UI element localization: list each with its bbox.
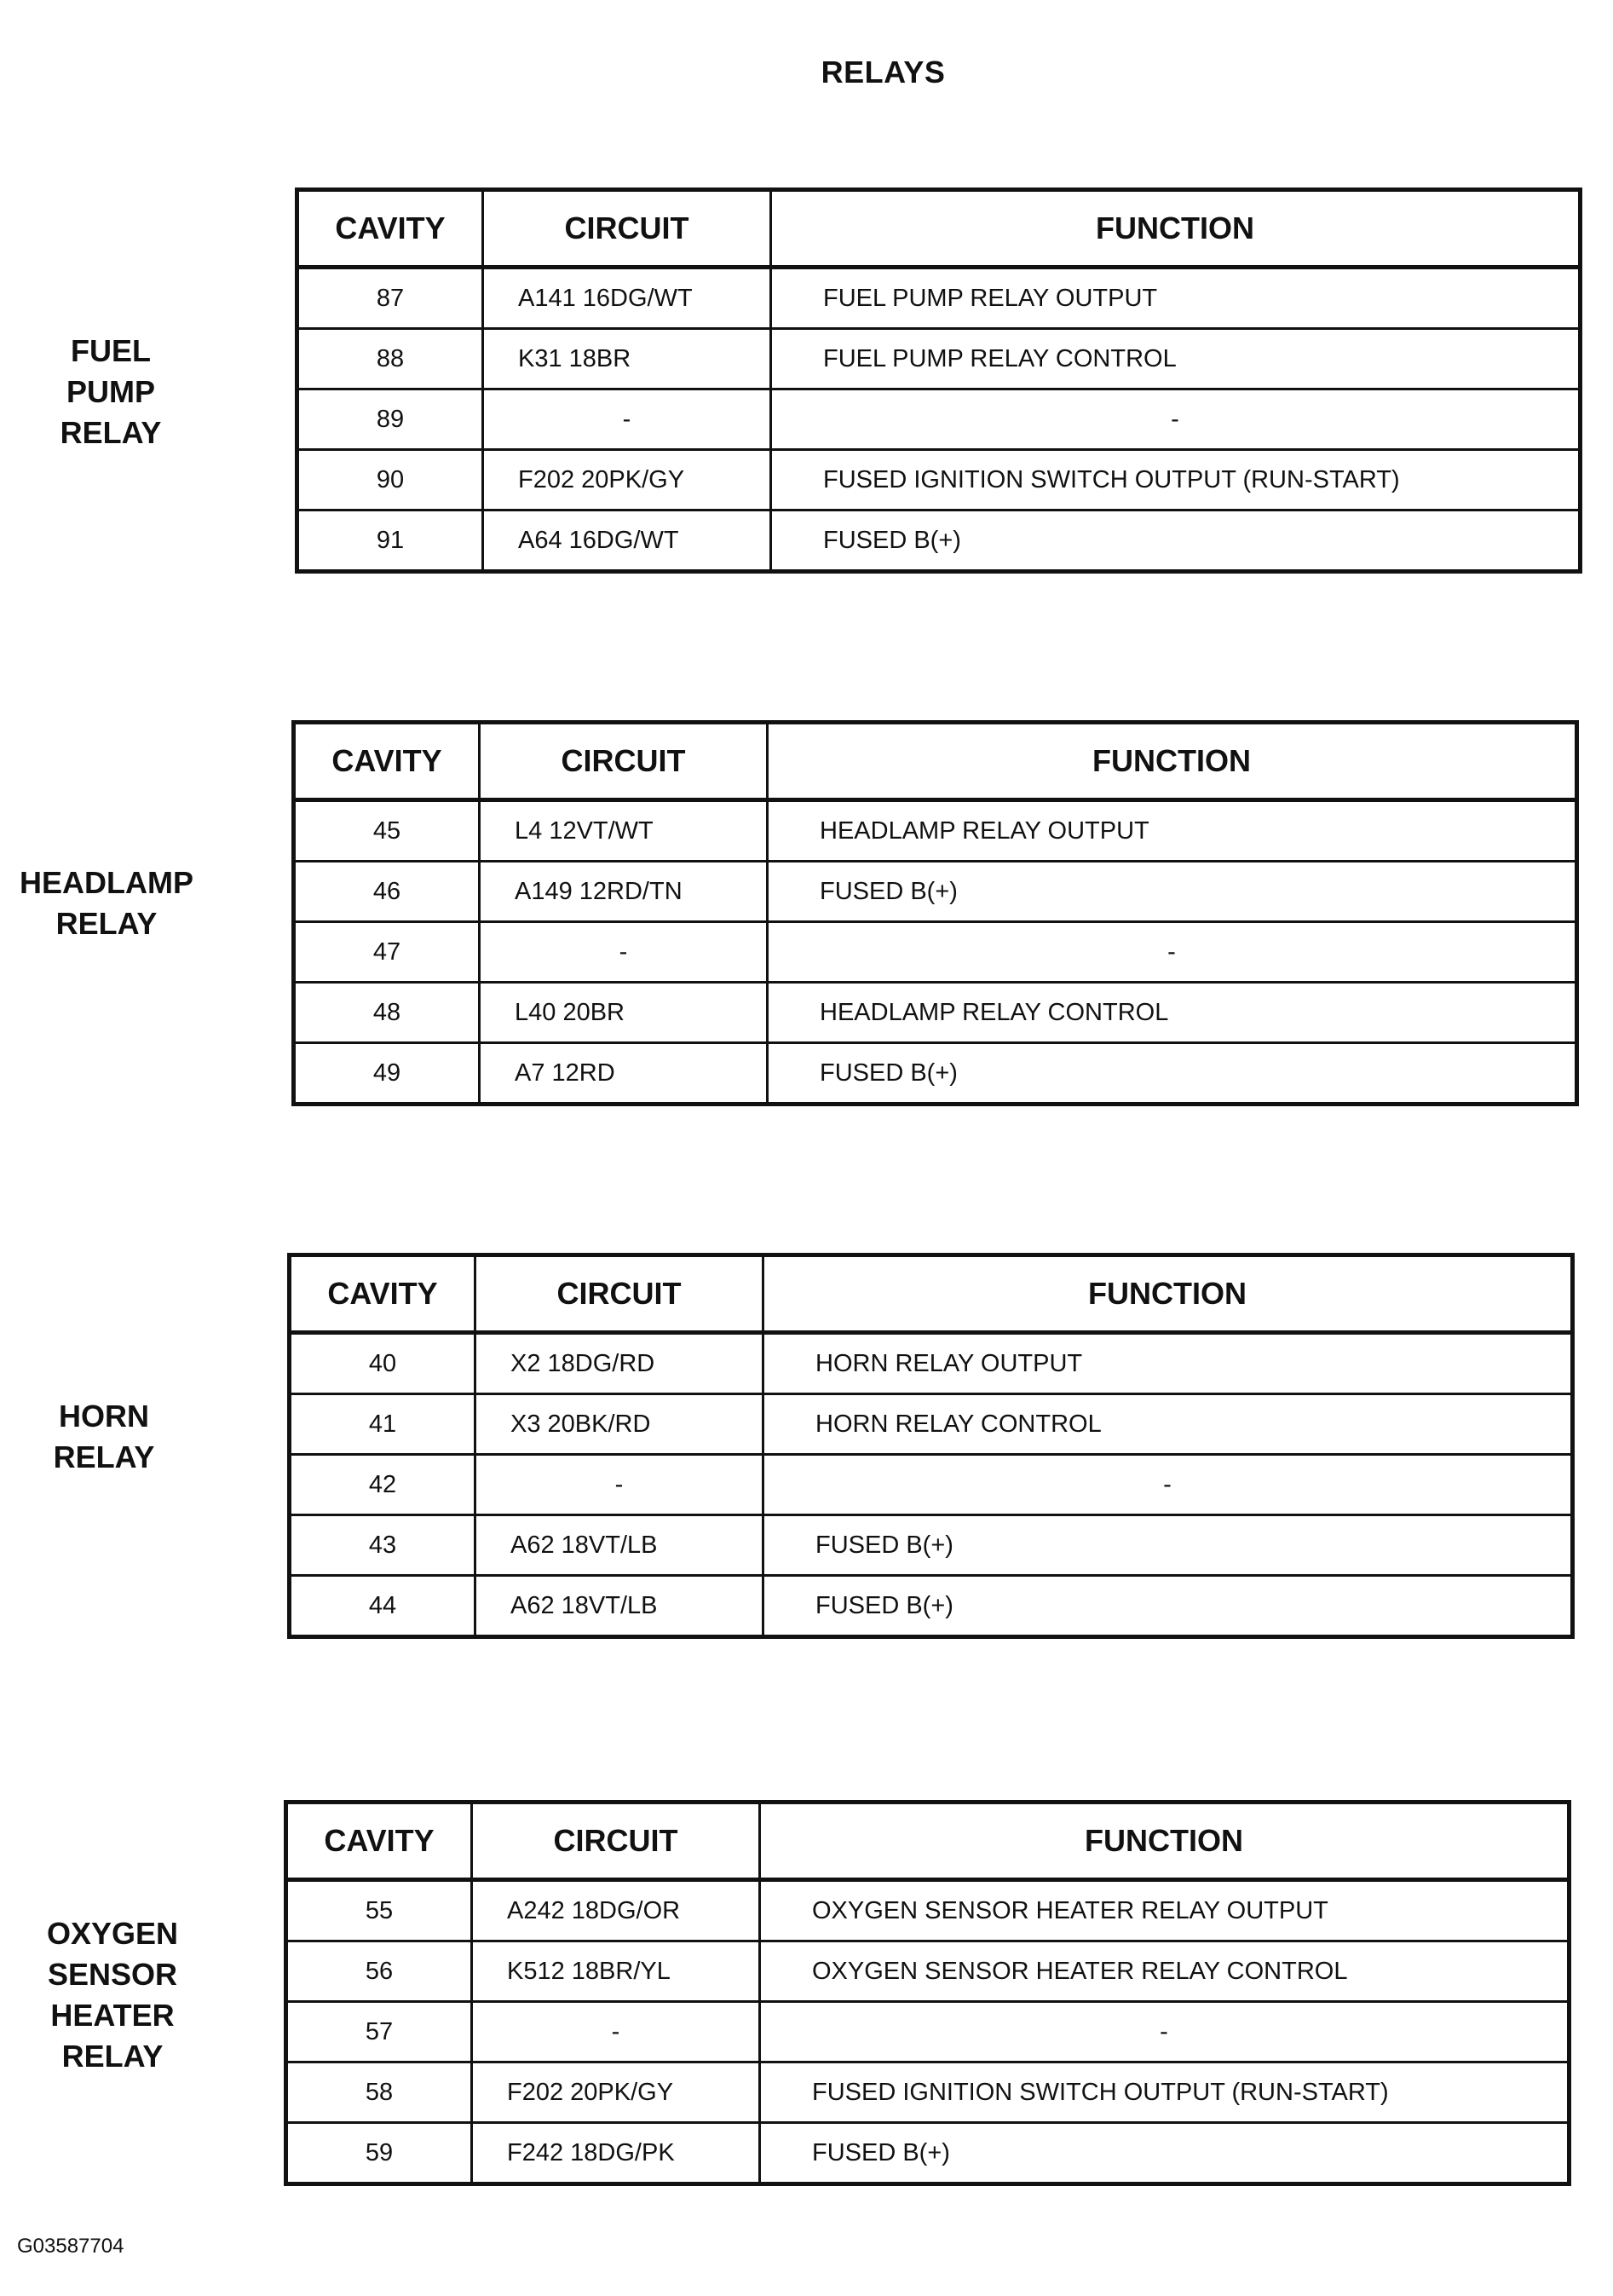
relay-label-line: FUEL xyxy=(71,333,151,368)
column-header-function: FUNCTION xyxy=(771,190,1581,268)
function-cell: FUSED IGNITION SWITCH OUTPUT (RUN-START) xyxy=(771,450,1581,511)
function-cell: OXYGEN SENSOR HEATER RELAY CONTROL xyxy=(760,1941,1570,2002)
circuit-cell: F202 20PK/GY xyxy=(472,2062,760,2123)
relay-pin-table xyxy=(284,1800,1571,2186)
cavity-cell: 55 xyxy=(286,1880,472,1941)
column-header-function: FUNCTION xyxy=(768,723,1577,800)
function-cell: HEADLAMP RELAY CONTROL xyxy=(768,983,1577,1043)
circuit-cell: - xyxy=(475,1455,763,1515)
cavity-cell: 88 xyxy=(297,329,483,389)
cavity-cell: 87 xyxy=(297,268,483,329)
relay-label xyxy=(10,1913,215,2077)
function-cell: FUSED B(+) xyxy=(768,1043,1577,1105)
function-cell: FUSED B(+) xyxy=(763,1515,1573,1576)
column-header-circuit: CIRCUIT xyxy=(475,1255,763,1333)
relay-label-line: HEATER xyxy=(50,1998,175,2033)
cavity-cell: 44 xyxy=(290,1576,475,1637)
cavity-cell: 43 xyxy=(290,1515,475,1576)
table-row xyxy=(286,1941,1570,2002)
cavity-cell: 45 xyxy=(294,800,480,862)
page-title: RELAYS xyxy=(821,55,946,89)
function-cell: FUSED IGNITION SWITCH OUTPUT (RUN-START) xyxy=(760,2062,1570,2123)
table-header-row xyxy=(294,723,1577,800)
circuit-cell: - xyxy=(472,2002,760,2062)
circuit-cell: F242 18DG/PK xyxy=(472,2123,760,2184)
cavity-cell: 59 xyxy=(286,2123,472,2184)
table-row xyxy=(286,1880,1570,1941)
circuit-cell: A7 12RD xyxy=(480,1043,768,1105)
column-header-circuit: CIRCUIT xyxy=(483,190,771,268)
relay-pin-table xyxy=(287,1253,1575,1639)
function-cell: FUSED B(+) xyxy=(763,1576,1573,1637)
circuit-cell: A242 18DG/OR xyxy=(472,1880,760,1941)
function-cell: HORN RELAY CONTROL xyxy=(763,1394,1573,1455)
relay-label-line: HORN xyxy=(59,1399,149,1434)
table-row xyxy=(290,1515,1573,1576)
circuit-cell: A141 16DG/WT xyxy=(483,268,771,329)
relay-label xyxy=(2,1396,206,1478)
circuit-cell: - xyxy=(480,922,768,983)
column-header-function: FUNCTION xyxy=(760,1803,1570,1880)
circuit-cell: L40 20BR xyxy=(480,983,768,1043)
function-cell: - xyxy=(760,2002,1570,2062)
table-header-row xyxy=(297,190,1581,268)
circuit-cell: K31 18BR xyxy=(483,329,771,389)
relay-pin-table xyxy=(295,187,1582,574)
function-cell: FUSED B(+) xyxy=(771,511,1581,572)
table-header-row xyxy=(290,1255,1573,1333)
table-row xyxy=(290,1333,1573,1394)
relay-label-line: PUMP xyxy=(66,374,155,409)
table-row xyxy=(294,800,1577,862)
cavity-cell: 49 xyxy=(294,1043,480,1105)
cavity-cell: 89 xyxy=(297,389,483,450)
relay-label xyxy=(4,862,209,944)
function-cell: FUSED B(+) xyxy=(760,2123,1570,2184)
cavity-cell: 91 xyxy=(297,511,483,572)
table-row xyxy=(286,2123,1570,2184)
circuit-cell: X2 18DG/RD xyxy=(475,1333,763,1394)
circuit-cell: - xyxy=(483,389,771,450)
table-row xyxy=(297,511,1581,572)
table-row xyxy=(297,450,1581,511)
column-header-cavity: CAVITY xyxy=(297,190,483,268)
table-row xyxy=(290,1455,1573,1515)
relay-pin-table xyxy=(291,720,1579,1106)
column-header-cavity: CAVITY xyxy=(290,1255,475,1333)
relay-label-line: RELAY xyxy=(60,415,162,450)
function-cell: OXYGEN SENSOR HEATER RELAY OUTPUT xyxy=(760,1880,1570,1941)
function-cell: - xyxy=(771,389,1581,450)
cavity-cell: 90 xyxy=(297,450,483,511)
table-row xyxy=(286,2002,1570,2062)
circuit-cell: X3 20BK/RD xyxy=(475,1394,763,1455)
circuit-cell: L4 12VT/WT xyxy=(480,800,768,862)
relay-label-line: RELAY xyxy=(55,906,158,941)
relay-label-line: RELAY xyxy=(53,1439,155,1474)
table-row xyxy=(290,1394,1573,1455)
circuit-cell: A62 18VT/LB xyxy=(475,1576,763,1637)
relay-label-line: OXYGEN xyxy=(46,1916,179,1951)
relay-label-line: SENSOR xyxy=(47,1957,178,1992)
cavity-cell: 41 xyxy=(290,1394,475,1455)
table-row xyxy=(297,389,1581,450)
circuit-cell: K512 18BR/YL xyxy=(472,1941,760,2002)
table-row xyxy=(294,983,1577,1043)
circuit-cell: A149 12RD/TN xyxy=(480,862,768,922)
function-cell: - xyxy=(768,922,1577,983)
column-header-function: FUNCTION xyxy=(763,1255,1573,1333)
column-header-cavity: CAVITY xyxy=(294,723,480,800)
table-row xyxy=(294,1043,1577,1105)
column-header-circuit: CIRCUIT xyxy=(472,1803,760,1880)
cavity-cell: 48 xyxy=(294,983,480,1043)
cavity-cell: 58 xyxy=(286,2062,472,2123)
table-row xyxy=(294,862,1577,922)
cavity-cell: 42 xyxy=(290,1455,475,1515)
table-row xyxy=(290,1576,1573,1637)
cavity-cell: 57 xyxy=(286,2002,472,2062)
table-row xyxy=(286,2062,1570,2123)
cavity-cell: 46 xyxy=(294,862,480,922)
function-cell: FUSED B(+) xyxy=(768,862,1577,922)
table-header-row xyxy=(286,1803,1570,1880)
circuit-cell: A62 18VT/LB xyxy=(475,1515,763,1576)
table-row xyxy=(294,922,1577,983)
function-cell: FUEL PUMP RELAY CONTROL xyxy=(771,329,1581,389)
relay-label-line: RELAY xyxy=(61,2039,164,2074)
circuit-cell: F202 20PK/GY xyxy=(483,450,771,511)
figure-id: G03587704 xyxy=(17,2235,124,2258)
function-cell: FUEL PUMP RELAY OUTPUT xyxy=(771,268,1581,329)
cavity-cell: 56 xyxy=(286,1941,472,2002)
function-cell: HORN RELAY OUTPUT xyxy=(763,1333,1573,1394)
column-header-circuit: CIRCUIT xyxy=(480,723,768,800)
cavity-cell: 47 xyxy=(294,922,480,983)
relay-label xyxy=(9,331,213,453)
table-row xyxy=(297,268,1581,329)
function-cell: HEADLAMP RELAY OUTPUT xyxy=(768,800,1577,862)
cavity-cell: 40 xyxy=(290,1333,475,1394)
column-header-cavity: CAVITY xyxy=(286,1803,472,1880)
circuit-cell: A64 16DG/WT xyxy=(483,511,771,572)
function-cell: - xyxy=(763,1455,1573,1515)
table-row xyxy=(297,329,1581,389)
relay-label-line: HEADLAMP xyxy=(20,865,193,900)
